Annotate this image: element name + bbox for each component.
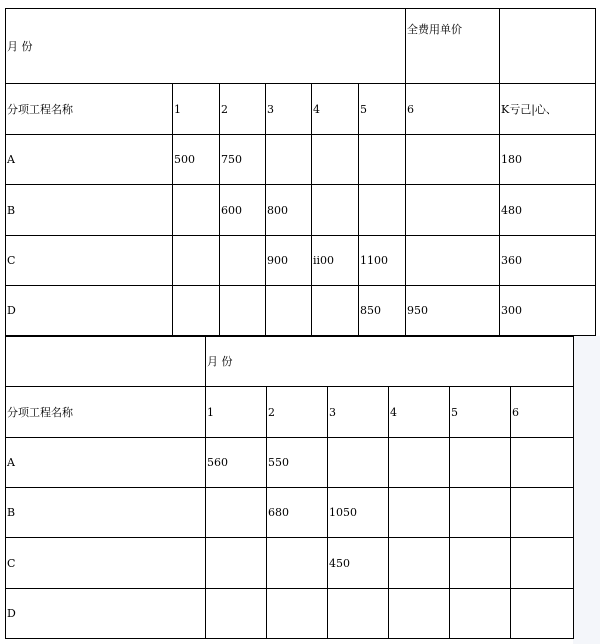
table-cell: [173, 286, 220, 336]
table2-month-col: 6: [511, 387, 574, 438]
table1-month-col: 4: [312, 84, 359, 135]
table-cell: [359, 135, 406, 185]
table-cell: 850: [359, 286, 406, 336]
table-cell: 600: [220, 185, 266, 236]
table-cell: [328, 438, 389, 488]
table1-month-col: 5: [359, 84, 406, 135]
table-cell: 750: [220, 135, 266, 185]
table1-last-col-header: K亏己|心、: [500, 84, 596, 135]
table-cell: [389, 538, 450, 589]
price-cell: 480: [500, 185, 596, 236]
table-cell: [389, 488, 450, 538]
row-name: D: [6, 589, 206, 639]
price-cell: 300: [500, 286, 596, 336]
table2-month-col: 4: [389, 387, 450, 438]
table-cell: 1100: [359, 236, 406, 286]
table-cell: [220, 236, 266, 286]
table1-month-header: 月 份: [6, 9, 406, 84]
schedule-table-1: [5, 8, 596, 336]
table1-item-name-header: 分项工程名称: [6, 84, 173, 135]
table-row: [6, 589, 574, 639]
table2-blank-header: [6, 337, 206, 387]
table-cell: [312, 185, 359, 236]
table-row: [6, 236, 596, 286]
table-cell: [206, 538, 267, 589]
table2-month-col: 5: [450, 387, 511, 438]
table-cell: 950: [406, 286, 500, 336]
table-cell: 800: [266, 185, 312, 236]
table-cell: [450, 438, 511, 488]
table1-subheader-row: [6, 84, 596, 135]
table2-month-header: 月 份: [206, 337, 574, 387]
table-cell: [328, 589, 389, 639]
table1-month-col: 6: [406, 84, 500, 135]
row-name: C: [6, 236, 173, 286]
table-cell: [511, 438, 574, 488]
table-cell: [450, 488, 511, 538]
table-cell: 450: [328, 538, 389, 589]
table2-month-col: 2: [267, 387, 328, 438]
price-cell: 180: [500, 135, 596, 185]
table-cell: [511, 538, 574, 589]
table-cell: [511, 488, 574, 538]
schedule-table-2: [5, 336, 574, 639]
table-row: [6, 438, 574, 488]
table1-month-col: 2: [220, 84, 266, 135]
table-row: [6, 185, 596, 236]
table-cell: [267, 538, 328, 589]
page-margin: [573, 336, 600, 644]
table-cell: [173, 185, 220, 236]
table-cell: ii00: [312, 236, 359, 286]
row-name: B: [6, 185, 173, 236]
table-row: [6, 286, 596, 336]
table2-subheader-row: [6, 387, 574, 438]
table-cell: [450, 538, 511, 589]
table2-header-row: [6, 337, 574, 387]
table-row: [6, 538, 574, 589]
table-cell: [312, 286, 359, 336]
table1-month-col: 1: [173, 84, 220, 135]
table2-item-name-header: 分项工程名称: [6, 387, 206, 438]
table-cell: [220, 286, 266, 336]
table2-month-col: 1: [206, 387, 267, 438]
table-cell: [389, 589, 450, 639]
table-cell: [359, 185, 406, 236]
table1-unit-price-header: 全费用单价: [406, 9, 500, 84]
table-row: [6, 135, 596, 185]
table-cell: [267, 589, 328, 639]
table-cell: 1050: [328, 488, 389, 538]
table-cell: [206, 589, 267, 639]
table-cell: [312, 135, 359, 185]
table-cell: [266, 135, 312, 185]
price-cell: 360: [500, 236, 596, 286]
table-cell: [406, 135, 500, 185]
table-cell: 560: [206, 438, 267, 488]
table-cell: 900: [266, 236, 312, 286]
table-cell: [173, 236, 220, 286]
table-cell: 550: [267, 438, 328, 488]
table-cell: 500: [173, 135, 220, 185]
table-cell: [450, 589, 511, 639]
row-name: A: [6, 135, 173, 185]
table-cell: [511, 589, 574, 639]
table-cell: [406, 236, 500, 286]
table-cell: [206, 488, 267, 538]
table1-blank-header: [500, 9, 596, 84]
table2-month-col: 3: [328, 387, 389, 438]
row-name: B: [6, 488, 206, 538]
table-cell: [406, 185, 500, 236]
table-cell: 680: [267, 488, 328, 538]
table-row: [6, 488, 574, 538]
row-name: C: [6, 538, 206, 589]
table-cell: [266, 286, 312, 336]
table1-header-row: [6, 9, 596, 84]
table-cell: [389, 438, 450, 488]
table1-month-col: 3: [266, 84, 312, 135]
row-name: D: [6, 286, 173, 336]
row-name: A: [6, 438, 206, 488]
